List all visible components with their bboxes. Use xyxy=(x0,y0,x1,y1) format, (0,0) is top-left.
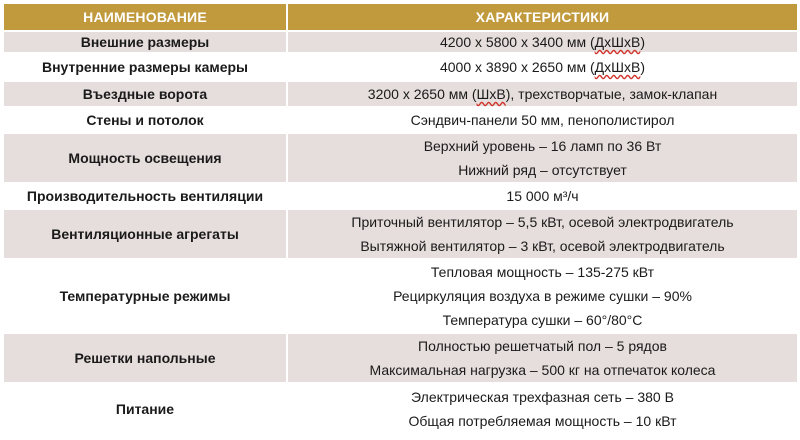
header-name: НАИМЕНОВАНИЕ xyxy=(4,4,287,31)
table-row xyxy=(4,209,797,259)
table-row xyxy=(4,31,797,53)
row-value xyxy=(287,183,797,209)
row-value xyxy=(287,209,797,259)
row-name: Внешние размеры xyxy=(4,31,287,53)
row-value xyxy=(287,81,797,107)
value-line: 3200 х 2650 мм (ШхВ), трехстворчатые, замок-клапан xyxy=(367,86,718,102)
row-value xyxy=(287,259,797,333)
table-row xyxy=(4,81,797,107)
value-line: Общая потребляемая мощность – 10 кВт xyxy=(408,412,677,429)
row-name: Вентиляционные агрегаты xyxy=(4,209,287,259)
value-line: Рециркуляция воздуха в режиме сушки – 90% xyxy=(393,288,692,304)
value-line: Нижний ряд – отсутствует xyxy=(458,162,627,178)
row-name: Въездные ворота xyxy=(4,81,287,107)
value-line: Электрическая трехфазная сеть – 380 В xyxy=(411,388,674,405)
table-row xyxy=(4,333,797,383)
value-line: 4000 х 3890 х 2650 мм (ДхШхВ) xyxy=(439,59,645,75)
table-row xyxy=(4,183,797,209)
value-line: Температура сушки – 60°/80°C xyxy=(442,312,643,328)
row-name: Внутренние размеры камеры xyxy=(4,53,287,81)
table-row xyxy=(4,133,797,183)
row-name: Стены и потолок xyxy=(4,107,287,133)
value-line: Тепловая мощность – 135-275 кВт xyxy=(430,264,655,280)
row-value xyxy=(287,53,797,81)
value-line: Полностью решетчатый пол – 5 рядов xyxy=(418,338,667,354)
value-line: Приточный вентилятор – 5,5 кВт, осевой электродвигатель xyxy=(351,214,734,230)
row-value xyxy=(287,333,797,383)
table-row xyxy=(4,383,797,433)
value-line: 15 000 м³/ч xyxy=(506,188,579,204)
table-row xyxy=(4,259,797,333)
header-characteristics: ХАРАКТЕРИСТИКИ xyxy=(287,4,797,31)
spellcheck-marked-word: ШхВ xyxy=(476,86,506,102)
row-value xyxy=(287,383,797,433)
table-row xyxy=(4,53,797,81)
row-name: Решетки напольные xyxy=(4,333,287,383)
row-value xyxy=(287,31,797,53)
spellcheck-marked-word: ДхШхВ xyxy=(594,59,641,75)
row-name: Температурные режимы xyxy=(4,259,287,333)
row-value xyxy=(287,133,797,183)
row-name: Питание xyxy=(4,383,287,433)
value-line: Вытяжной вентилятор – 3 кВт, осевой электродвигатель xyxy=(360,238,725,254)
value-line: Верхний уровень – 16 ламп по 36 Вт xyxy=(423,138,662,154)
value-line: 4200 х 5800 х 3400 мм (ДхШхВ) xyxy=(439,34,645,50)
value-line: Максимальная нагрузка – 500 кг на отпечаток колеса xyxy=(369,362,716,378)
table-row xyxy=(4,107,797,133)
row-name: Производительность вентиляции xyxy=(4,183,287,209)
specifications-table xyxy=(4,4,797,433)
table-header-row xyxy=(4,4,797,31)
spellcheck-marked-word: ДхШхВ xyxy=(594,34,641,50)
row-value xyxy=(287,107,797,133)
value-line: Сэндвич-панели 50 мм, пенополистирол xyxy=(410,112,675,128)
row-name: Мощность освещения xyxy=(4,133,287,183)
